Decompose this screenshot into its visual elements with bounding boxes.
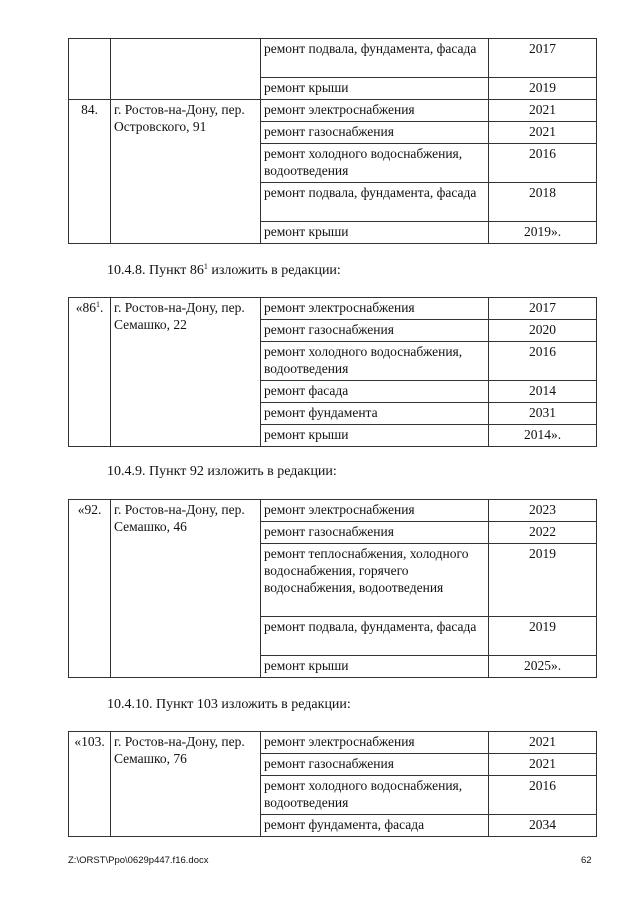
work-cell: ремонт газоснабжения xyxy=(261,522,489,544)
year-cell: 2019 xyxy=(489,544,597,617)
work-cell: ремонт холодного водоснабжения, водоотведения xyxy=(261,144,489,183)
year-cell: 2018 xyxy=(489,183,597,222)
year-cell: 2019». xyxy=(489,222,597,244)
address-cell: г. Ростов-на-Дону, пер. Семашко, 76 xyxy=(111,732,261,837)
work-cell: ремонт фундамента xyxy=(261,403,489,425)
table-92 xyxy=(68,499,597,678)
item-number: 84. xyxy=(69,100,111,244)
work-cell: ремонт электроснабжения xyxy=(261,732,489,754)
address-cell: г. Ростов-на-Дону, пер. Семашко, 46 xyxy=(111,500,261,678)
year-cell: 2019 xyxy=(489,617,597,656)
work-cell: ремонт подвала, фундамента, фасада xyxy=(261,183,489,222)
year-cell: 2031 xyxy=(489,403,597,425)
table-103 xyxy=(68,731,597,837)
year-cell: 2034 xyxy=(489,815,597,837)
work-cell: ремонт крыши xyxy=(261,425,489,447)
work-cell: ремонт электроснабжения xyxy=(261,298,489,320)
work-cell: ремонт фундамента, фасада xyxy=(261,815,489,837)
year-cell: 2025». xyxy=(489,656,597,678)
table-row xyxy=(69,500,597,522)
work-cell: ремонт крыши xyxy=(261,656,489,678)
item-number: «$86^1$. xyxy=(69,298,111,447)
work-cell: ремонт холодного водоснабжения, водоотведения xyxy=(261,342,489,381)
table-86 xyxy=(68,297,597,447)
year-cell: 2016 xyxy=(489,342,597,381)
work-cell: ремонт теплоснабжения, холодного водоснабжения, горячего водоснабжения, водоотведения xyxy=(261,544,489,617)
year-cell: 2014». xyxy=(489,425,597,447)
work-cell: ремонт холодного водоснабжения, водоотведения xyxy=(261,776,489,815)
item-number-cell xyxy=(69,39,111,100)
address-cell xyxy=(111,39,261,100)
year-cell: 2019 xyxy=(489,78,597,100)
year-cell: 2016 xyxy=(489,144,597,183)
year-cell: 2022 xyxy=(489,522,597,544)
year-cell: 2017 xyxy=(489,298,597,320)
paragraph-10-4-10: 10.4.10. Пункт 103 изложить в редакции: xyxy=(107,697,351,712)
work-cell: ремонт электроснабжения xyxy=(261,100,489,122)
table-row xyxy=(69,100,597,122)
address-cell: г. Ростов-на-Дону, пер. Семашко, 22 xyxy=(111,298,261,447)
paragraph-10-4-9: 10.4.9. Пункт 92 изложить в редакции: xyxy=(107,464,337,479)
work-cell: ремонт подвала, фундамента, фасада xyxy=(261,39,489,78)
year-cell: 2017 xyxy=(489,39,597,78)
year-cell: 2021 xyxy=(489,732,597,754)
footer-file-path: Z:\ORST\Ppo\0629p447.f16.docx xyxy=(68,855,209,866)
table-continued-84 xyxy=(68,38,597,244)
work-cell: ремонт электроснабжения xyxy=(261,500,489,522)
work-cell: ремонт подвала, фундамента, фасада xyxy=(261,617,489,656)
address-cell: г. Ростов-на-Дону, пер. Островского, 91 xyxy=(111,100,261,244)
work-cell: ремонт газоснабжения xyxy=(261,754,489,776)
work-cell: ремонт фасада xyxy=(261,381,489,403)
year-cell: 2021 xyxy=(489,100,597,122)
page-number: 62 xyxy=(581,855,592,866)
item-number: «92. xyxy=(69,500,111,678)
table-row xyxy=(69,732,597,754)
year-cell: 2021 xyxy=(489,754,597,776)
table-row xyxy=(69,298,597,320)
table-row xyxy=(69,39,597,78)
year-cell: 2023 xyxy=(489,500,597,522)
year-cell: 2020 xyxy=(489,320,597,342)
year-cell: 2016 xyxy=(489,776,597,815)
paragraph-10-4-8: 10.4.8. Пункт $86^1$ изложить в редакции: xyxy=(107,262,341,278)
work-cell: ремонт крыши xyxy=(261,78,489,100)
year-cell: 2021 xyxy=(489,122,597,144)
work-cell: ремонт газоснабжения xyxy=(261,122,489,144)
work-cell: ремонт газоснабжения xyxy=(261,320,489,342)
work-cell: ремонт крыши xyxy=(261,222,489,244)
year-cell: 2014 xyxy=(489,381,597,403)
item-number: «103. xyxy=(69,732,111,837)
